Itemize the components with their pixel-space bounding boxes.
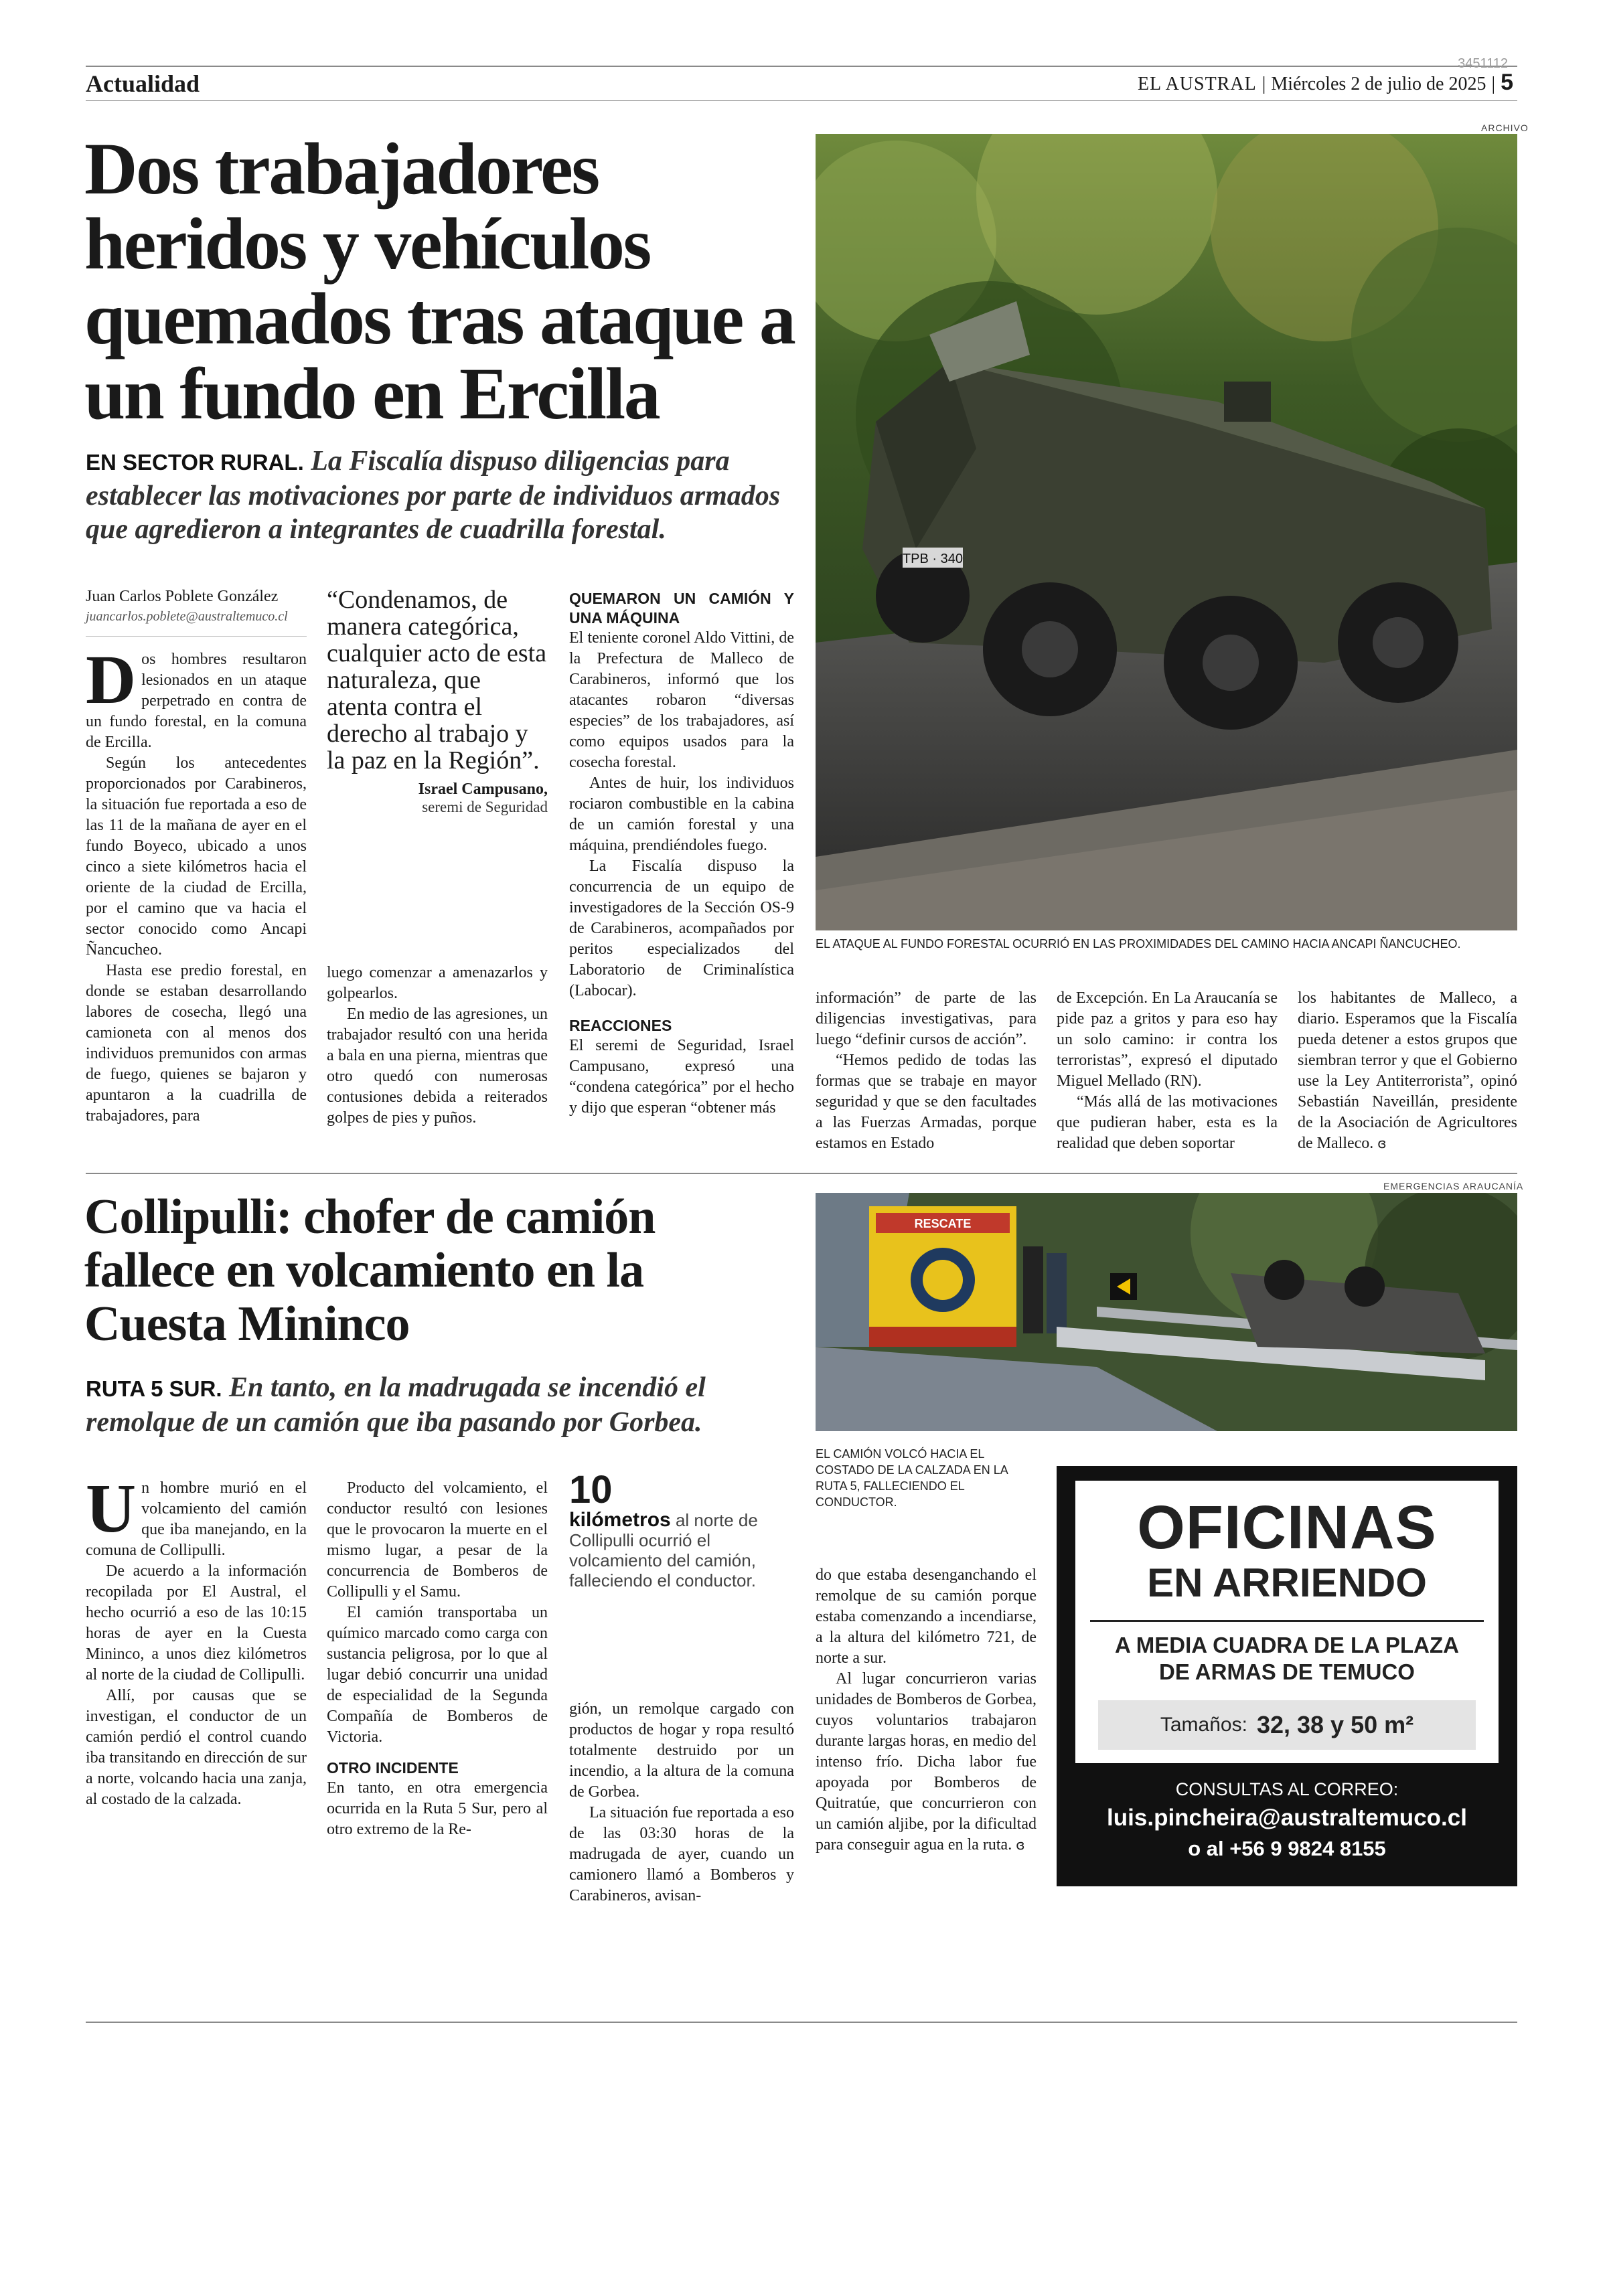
photo1-credit: ARCHIVO <box>1481 122 1529 133</box>
truck-rollover-image <box>816 1193 1517 1431</box>
article1-deck <box>86 444 809 546</box>
paragraph: El camión transportaba un químico marcado como carga con sustancia peligrosa, por lo que al lugar debió concurrir una unidad de especialidad de la Segunda Compañía de Bomberos de Victoria. <box>327 1604 548 1746</box>
article1-headline: Dos trabajadores heridos y vehículos quemados tras ataque a un fundo en Ercilla <box>84 128 795 434</box>
paragraph-text: Al lugar concurrieron varias unidades de Bomberos de Gorbea, cuyos voluntarios trabajaron durante largas horas, en medio del intenso frío. Dicha labor fue apoyada por Bomberos de Quitratúe, que concurrieron con un camión aljibe, por la dificultad para conseguir agua en la ruta. <box>816 1670 1037 1854</box>
paragraph: de Excepción. En La Araucanía se pide paz a gritos y para eso hay un solo camino: ir contra los terroristas”, expresó el diputado Miguel Mellado (RN). <box>1057 989 1278 1090</box>
watermark-id: 3451112 <box>1458 56 1508 71</box>
ad-sizes-label: Tamaños: <box>1160 1714 1247 1736</box>
ad-sizes-value: 32, 38 y 50 m² <box>1256 1711 1414 1738</box>
paragraph: Hasta ese predio forestal, en donde se estaban desarrollando labores de cosecha, llegó una camioneta con al menos dos individuos premunidos con armas de fuego, quienes se bajaron y apuntaron a la cuadrilla de trabajadores, para <box>86 962 307 1125</box>
issue-date: Miércoles 2 de julio de 2025 <box>1271 74 1486 94</box>
article1-column-4 <box>816 988 1037 1154</box>
paragraph: Allí, por causas que se investigan, el conductor de un camión perdió el control cuando iba transitando en dirección de sur a norte, volcando hacia una zanja, al costado de la calzada. <box>86 1687 307 1808</box>
paragraph: El seremi de Seguridad, Israel Campusano, expresó una “condena categórica” por el hecho y dijo que esperan “obtener más <box>569 1037 794 1117</box>
article2-column-1 <box>86 1470 307 1810</box>
ad-contact-label: CONSULTAS AL CORREO: <box>1175 1779 1399 1799</box>
paragraph <box>1298 988 1517 1154</box>
article2-deck <box>86 1371 795 1439</box>
article1-column-5 <box>1057 988 1278 1154</box>
publication-name: EL AUSTRAL <box>1137 74 1257 94</box>
paragraph: do que estaba desenganchando el remolque de su camión porque estaba comenzando a incendiarse, a la altura del kilómetro 721, de norte a sur. <box>816 1566 1037 1667</box>
quote-author: Israel Campusano, <box>418 781 548 798</box>
paragraph: En tanto, en otra emergencia ocurrida en la Ruta 5 Sur, pero al otro extremo de la Re- <box>327 1779 548 1838</box>
photo1-caption: EL ATAQUE AL FUNDO FORESTAL OCURRIÓ EN LAS PROXIMIDADES DEL CAMINO HACIA ANCAPI ÑANCUCHEO. <box>816 937 1461 951</box>
quote-role: seremi de Seguridad <box>422 799 548 815</box>
header-rule <box>86 100 1517 101</box>
article2-photo <box>816 1193 1517 1431</box>
article1-column-3 <box>569 586 794 1119</box>
article1-photo <box>816 134 1517 930</box>
article2-column-3 <box>569 1699 794 1906</box>
ad-contact-phone[interactable]: o al +56 9 9824 8155 <box>1188 1837 1386 1860</box>
subhead: REACCIONES <box>569 1017 672 1034</box>
paragraph: Antes de huir, los individuos rociaron combustible en la cabina de un camión forestal y una máquina, prendiéndoles fuego. <box>569 774 794 854</box>
ad-subtitle-line2: DE ARMAS DE TEMUCO <box>1159 1659 1415 1684</box>
article1-deck-text: La Fiscalía dispuso diligencias para establecer las motivaciones por parte de individuos armados que agredieron a integrantes de cuadrilla forestal. <box>86 446 781 545</box>
paragraph: La situación fue reportada a eso de las 03:30 horas de la madrugada de ayer, cuando un camionero llamó a Bomberos y Carabineros, avisan- <box>569 1804 794 1904</box>
rescue-sign: RESCATE <box>914 1217 972 1230</box>
paragraph: “Hemos pedido de todas las formas que se trabaje en mayor seguridad y que se den facultades a las Fuerzas Armadas, porque estamos en Estado <box>816 1052 1037 1152</box>
paragraph: La Fiscalía dispuso la concurrencia de un equipo de investigadores de la Sección OS-9 de Carabineros, acompañados por peritos especializados del Laboratorio de Criminalística (Labocar). <box>569 857 794 999</box>
paragraph: “Más allá de las motivaciones que pudieran haber, esta es la realidad que deben soportar <box>1057 1093 1278 1152</box>
paragraph: De acuerdo a la información recopilada por El Austral, el hecho ocurrió a eso de las 10:15 horas de ayer en la Cuesta Mininco, a unos diez kilómetros al norte de la ciudad de Collipulli. <box>86 1562 307 1684</box>
article1-byline <box>86 586 307 627</box>
armored-vehicle-image <box>816 134 1517 930</box>
photo2-caption: EL CAMIÓN VOLCÓ HACIA EL COSTADO DE LA CALZADA EN LA RUTA 5, FALLECIENDO EL CONDUCTOR. <box>816 1447 1008 1509</box>
paragraph: luego comenzar a amenazarlos y golpearlos. <box>327 964 548 1002</box>
section-label: Actualidad <box>86 70 200 97</box>
ad-title-line2: EN ARRIENDO <box>1147 1560 1427 1605</box>
paragraph: n hombre murió en el volcamiento del camión que iba manejando, en la comuna de Collipulli. <box>86 1479 307 1559</box>
quote-text: “Condenamos, de manera categórica, cualquier acto de esta naturaleza, que atenta contra el derecho al trabajo y la paz en la Región”. <box>327 586 547 774</box>
article1-column-2 <box>327 963 548 1129</box>
paragraph: En medio de las agresiones, un trabajador resultó con una herida a bala en una pierna, mientras que otro quedó con numerosas contusiones debida a reiterados golpes de pies y puños. <box>327 1005 548 1127</box>
ad-sizes-box <box>1098 1700 1476 1750</box>
masthead <box>1138 70 1513 96</box>
ad-panel <box>1075 1481 1499 1763</box>
paragraph: El teniente coronel Aldo Vittini, de la Prefectura de Malleco de Carabineros, informó que los atacantes robaron “diversas especies” de los trabajadores, así como equipos usados para la cosecha forestal. <box>569 629 794 771</box>
paragraph: Según los antecedentes proporcionados por Carabineros, la situación fue reportada a eso de las 11 de la mañana de ayer en el fundo Boyeco, ubicado a unos cinco a siete kilómetros hacia el oriente de la ciudad de Ercilla, por el camino que va hacia el sector conocido como Ancapi Ñancucheo. <box>86 754 307 959</box>
article2-deck-text: En tanto, en la madrugada se incendió el remolque de un camión que iba pasando por Gorbea. <box>86 1372 706 1438</box>
article2-kicker: RUTA 5 SUR. <box>86 1376 222 1401</box>
top-rule <box>86 66 1517 67</box>
stat-number: 10 <box>569 1468 613 1511</box>
paragraph: gión, un remolque cargado con productos de hogar y ropa resultó totalmente destruido por un incendio, a la altura de la comuna de Gorbea. <box>569 1700 794 1801</box>
dropcap: D <box>86 641 137 718</box>
page-number: 5 <box>1501 70 1513 95</box>
byline-rule <box>86 636 307 637</box>
ad-subtitle-line1: A MEDIA CUADRA DE LA PLAZA <box>1115 1633 1459 1657</box>
paragraph: información” de parte de las diligencias investigativas, para luego “definir cursos de acción”. <box>816 989 1037 1048</box>
ad-title-line1: OFICINAS <box>1137 1493 1437 1562</box>
article1-column-1 <box>86 641 307 1127</box>
paragraph-text: los habitantes de Malleco, a diario. Esperamos que la Fiscalía pueda detener a estos grupos que siembran terror y que el Gobierno use la Ley Antiterrorista”, opinó Sebastián Naveillán, presidente de la Asociación de Agricultores de Malleco. <box>1298 989 1517 1152</box>
masthead-separator: | <box>1491 74 1496 94</box>
article2-column-4 <box>816 1565 1037 1856</box>
ad-divider <box>1090 1620 1484 1622</box>
bottom-rule <box>86 2022 1517 2023</box>
end-mark: ɞ <box>1377 1135 1387 1151</box>
byline-author: Juan Carlos Poblete González <box>86 588 279 605</box>
article1-kicker: EN SECTOR RURAL. <box>86 450 304 475</box>
stat-description <box>569 1510 794 1590</box>
article1-column-6 <box>1298 988 1517 1154</box>
subhead: QUEMARON UN CAMIÓN Y UNA MÁQUINA <box>569 590 794 627</box>
pull-quote <box>327 586 548 816</box>
stat-box <box>569 1470 794 1590</box>
ad-subtitle <box>1075 1632 1499 1686</box>
paragraph <box>816 1669 1037 1856</box>
article2-column-2 <box>327 1478 548 1840</box>
photo2-credit: EMERGENCIAS ARAUCANÍA <box>1383 1181 1524 1192</box>
paragraph: Producto del volcamiento, el conductor resultó con lesiones que le provocaron la muerte en el mismo lugar, a pesar de la concurrencia de Bomberos de Collipulli y el Samu. <box>327 1479 548 1601</box>
office-rental-ad[interactable] <box>1057 1466 1517 1886</box>
masthead-separator: | <box>1261 74 1266 94</box>
byline-email[interactable]: juancarlos.poblete@australtemuco.cl <box>86 609 288 624</box>
paragraph: os hombres resultaron lesionados en un ataque perpetrado en contra de un fundo forestal, en la comuna de Ercilla. <box>86 651 307 751</box>
stat-text: al norte de Collipulli ocurrió el volcamiento del camión, falleciendo el conductor. <box>569 1510 758 1590</box>
plate-text: TPB · 340 <box>902 552 964 566</box>
end-mark: ɞ <box>1016 1837 1025 1853</box>
subhead: OTRO INCIDENTE <box>327 1759 459 1777</box>
dropcap: U <box>86 1470 137 1547</box>
article-divider <box>86 1173 1517 1174</box>
article2-headline: Collipulli: chofer de camión fallece en volcamiento en la Cuesta Mininco <box>84 1190 656 1351</box>
stat-unit: kilómetros <box>569 1509 671 1531</box>
ad-contact-email[interactable]: luis.pincheira@australtemuco.cl <box>1107 1805 1467 1831</box>
